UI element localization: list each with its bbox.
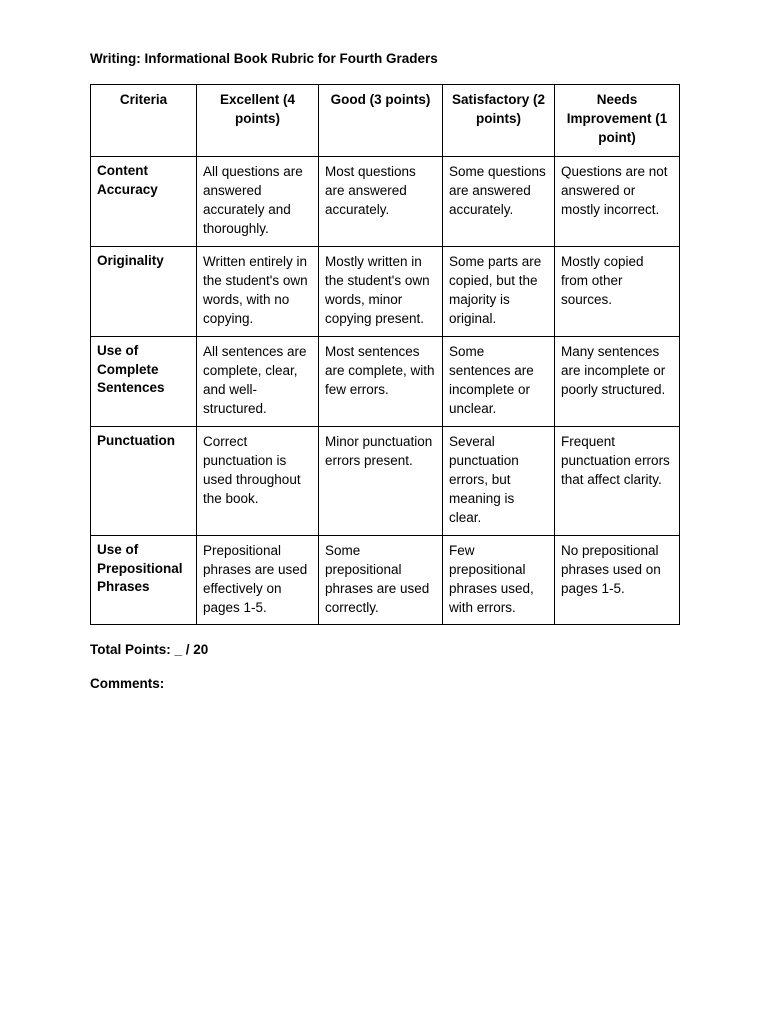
table-row bbox=[91, 427, 680, 536]
rubric-cell: Mostly copied from other sources. bbox=[555, 247, 680, 337]
rubric-cell: Minor punctuation errors present. bbox=[319, 427, 443, 536]
criterion-cell: Content Accuracy bbox=[91, 157, 197, 247]
rubric-cell: Mostly written in the student's own words, minor copying present. bbox=[319, 247, 443, 337]
rubric-cell: Prepositional phrases are used effectively on pages 1-5. bbox=[197, 536, 319, 625]
rubric-cell: Few prepositional phrases used, with errors. bbox=[443, 536, 555, 625]
criterion-cell: Punctuation bbox=[91, 427, 197, 536]
header-excellent: Excellent (4 points) bbox=[197, 85, 319, 157]
header-good: Good (3 points) bbox=[319, 85, 443, 157]
rubric-cell: All sentences are complete, clear, and well-structured. bbox=[197, 337, 319, 427]
rubric-cell: Some sentences are incomplete or unclear. bbox=[443, 337, 555, 427]
header-criteria: Criteria bbox=[91, 85, 197, 157]
criterion-cell: Use of Complete Sentences bbox=[91, 337, 197, 427]
criterion-cell: Originality bbox=[91, 247, 197, 337]
rubric-cell: No prepositional phrases used on pages 1-5. bbox=[555, 536, 680, 625]
header-satisfactory: Satisfactory (2 points) bbox=[443, 85, 555, 157]
total-points: Total Points: _ / 20 bbox=[90, 642, 209, 657]
rubric-cell: Some prepositional phrases are used correctly. bbox=[319, 536, 443, 625]
rubric-cell: All questions are answered accurately and thoroughly. bbox=[197, 157, 319, 247]
table-row bbox=[91, 337, 680, 427]
table-row bbox=[91, 247, 680, 337]
rubric-cell: Several punctuation errors, but meaning is clear. bbox=[443, 427, 555, 536]
rubric-cell: Most sentences are complete, with few errors. bbox=[319, 337, 443, 427]
rubric-cell: Many sentences are incomplete or poorly structured. bbox=[555, 337, 680, 427]
header-needs-improvement: Needs Improvement (1 point) bbox=[555, 85, 680, 157]
rubric-cell: Written entirely in the student's own words, with no copying. bbox=[197, 247, 319, 337]
rubric-cell: Most questions are answered accurately. bbox=[319, 157, 443, 247]
criterion-cell: Use of Prepositional Phrases bbox=[91, 536, 197, 625]
rubric-cell: Some questions are answered accurately. bbox=[443, 157, 555, 247]
rubric-table bbox=[90, 84, 680, 625]
comments-label: Comments: bbox=[90, 676, 165, 691]
rubric-cell: Correct punctuation is used throughout the book. bbox=[197, 427, 319, 536]
rubric-cell: Questions are not answered or mostly incorrect. bbox=[555, 157, 680, 247]
table-row bbox=[91, 536, 680, 625]
page-title: Writing: Informational Book Rubric for Fourth Graders bbox=[90, 51, 438, 66]
rubric-cell: Some parts are copied, but the majority is original. bbox=[443, 247, 555, 337]
header-row bbox=[91, 85, 680, 157]
table-row bbox=[91, 157, 680, 247]
rubric-cell: Frequent punctuation errors that affect clarity. bbox=[555, 427, 680, 536]
